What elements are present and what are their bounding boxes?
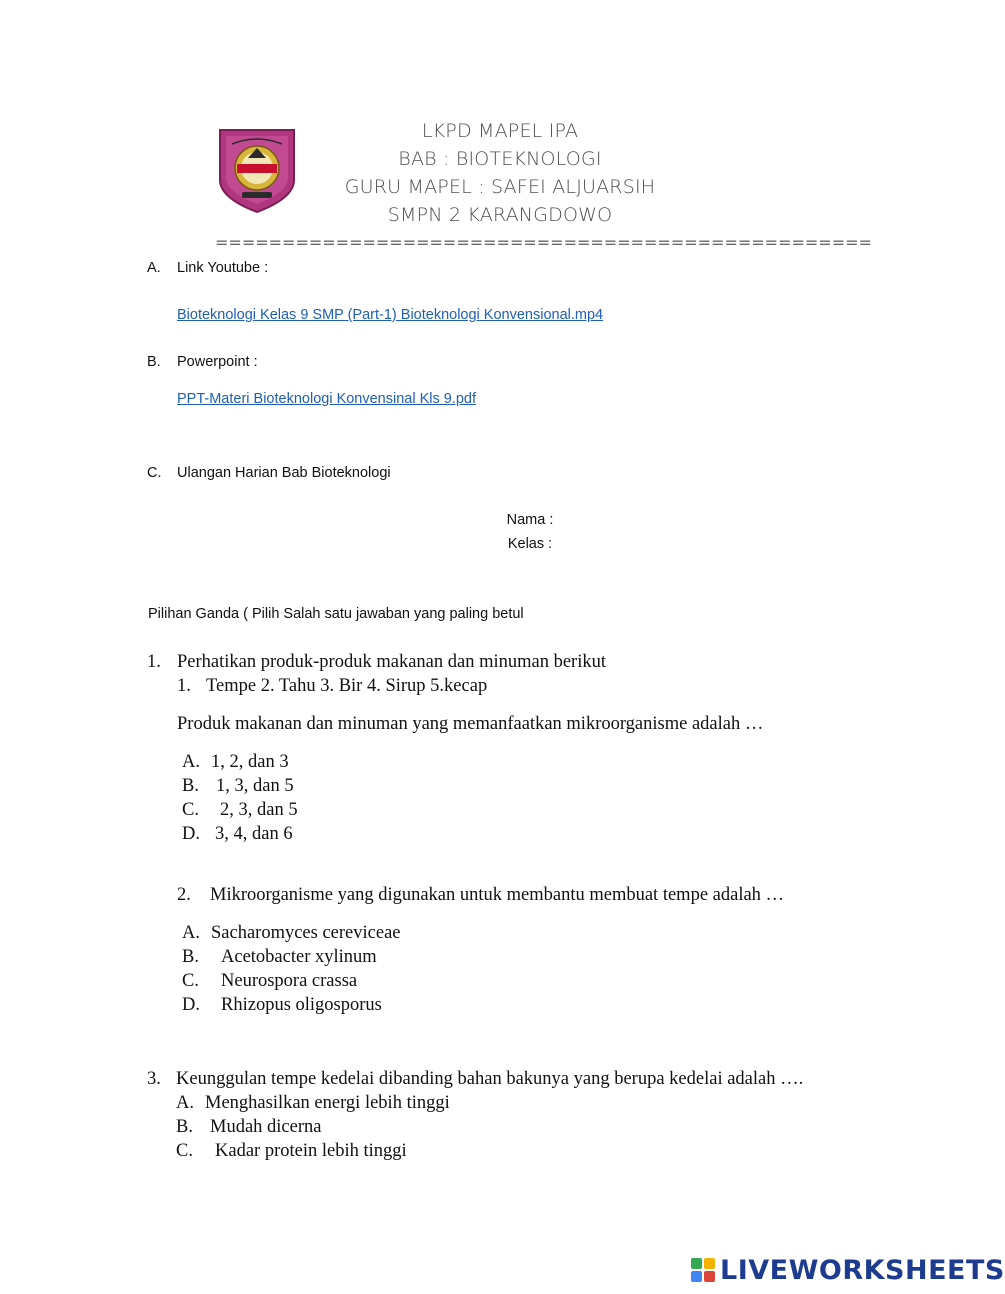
q2-option-d-letter: D. bbox=[182, 995, 200, 1015]
q1-option-a[interactable]: 1, 2, dan 3 bbox=[211, 752, 289, 772]
section-b-label: Powerpoint : bbox=[177, 354, 258, 370]
question-1-prompt: Produk makanan dan minuman yang memanfaatkan mikroorganisme adalah … bbox=[177, 714, 764, 734]
q2-option-d[interactable]: Rhizopus oligosporus bbox=[221, 995, 382, 1015]
q2-option-c-letter: C. bbox=[182, 971, 199, 991]
instructions: Pilihan Ganda ( Pilih Salah satu jawaban yang paling betul bbox=[148, 606, 524, 622]
q3-option-a[interactable]: Menghasilkan energi lebih tinggi bbox=[205, 1093, 450, 1113]
header-divider: ================================================= bbox=[215, 233, 872, 252]
question-2-text: Mikroorganisme yang digunakan untuk membantu membuat tempe adalah … bbox=[210, 885, 785, 905]
brand-name: LIVEWORKSHEETS bbox=[720, 1254, 1005, 1286]
header-chapter: BAB : BIOTEKNOLOGI bbox=[398, 148, 602, 170]
q1-option-b-letter: B. bbox=[182, 776, 199, 796]
section-c-letter: C. bbox=[147, 465, 162, 481]
q3-option-b-letter: B. bbox=[176, 1117, 193, 1137]
youtube-link[interactable]: Bioteknologi Kelas 9 SMP (Part-1) Bioteknologi Konvensional.mp4 bbox=[177, 307, 604, 323]
question-3-number: 3. bbox=[147, 1069, 161, 1089]
liveworksheets-logo-icon bbox=[690, 1257, 716, 1283]
section-c-label: Ulangan Harian Bab Bioteknologi bbox=[177, 465, 391, 481]
section-b-letter: B. bbox=[147, 354, 161, 370]
nama-field[interactable]: Nama : bbox=[506, 512, 554, 528]
powerpoint-link[interactable]: PPT-Materi Bioteknologi Konvensinal Kls 9.pdf bbox=[177, 391, 477, 407]
q2-option-a-letter: A. bbox=[182, 923, 200, 943]
q1-option-c-letter: C. bbox=[182, 800, 199, 820]
section-a-letter: A. bbox=[147, 260, 161, 276]
q3-option-b[interactable]: Mudah dicerna bbox=[210, 1117, 322, 1137]
section-a-label: Link Youtube : bbox=[177, 260, 269, 276]
liveworksheets-brand bbox=[690, 1250, 1005, 1290]
question-1-sub-number: 1. bbox=[177, 676, 191, 696]
question-1-text: Perhatikan produk-produk makanan dan minuman berikut bbox=[177, 652, 606, 672]
question-1-number: 1. bbox=[147, 652, 161, 672]
q1-option-b[interactable]: 1, 3, dan 5 bbox=[216, 776, 294, 796]
q3-option-c[interactable]: Kadar protein lebih tinggi bbox=[215, 1141, 407, 1161]
q1-option-c[interactable]: 2, 3, dan 5 bbox=[220, 800, 298, 820]
q2-option-b-letter: B. bbox=[182, 947, 199, 967]
question-3-text: Keunggulan tempe kedelai dibanding bahan bakunya yang berupa kedelai adalah …. bbox=[176, 1069, 804, 1089]
q3-option-c-letter: C. bbox=[176, 1141, 193, 1161]
header-title: LKPD MAPEL IPA bbox=[421, 120, 579, 142]
q1-option-d-letter: D. bbox=[182, 824, 200, 844]
school-emblem-icon bbox=[218, 128, 296, 214]
q3-option-a-letter: A. bbox=[176, 1093, 194, 1113]
q2-option-c[interactable]: Neurospora crassa bbox=[221, 971, 358, 991]
kelas-field[interactable]: Kelas : bbox=[507, 536, 553, 552]
question-2-number: 2. bbox=[177, 885, 191, 905]
q1-option-d[interactable]: 3, 4, dan 6 bbox=[215, 824, 293, 844]
q2-option-b[interactable]: Acetobacter xylinum bbox=[221, 947, 377, 967]
q2-option-a[interactable]: Sacharomyces cereviceae bbox=[211, 923, 401, 943]
q1-option-a-letter: A. bbox=[182, 752, 200, 772]
header-teacher: GURU MAPEL : SAFEI ALJUARSIH bbox=[344, 176, 656, 198]
header-school: SMPN 2 KARANGDOWO bbox=[387, 204, 613, 226]
question-1-sub-text: Tempe 2. Tahu 3. Bir 4. Sirup 5.kecap bbox=[206, 676, 488, 696]
